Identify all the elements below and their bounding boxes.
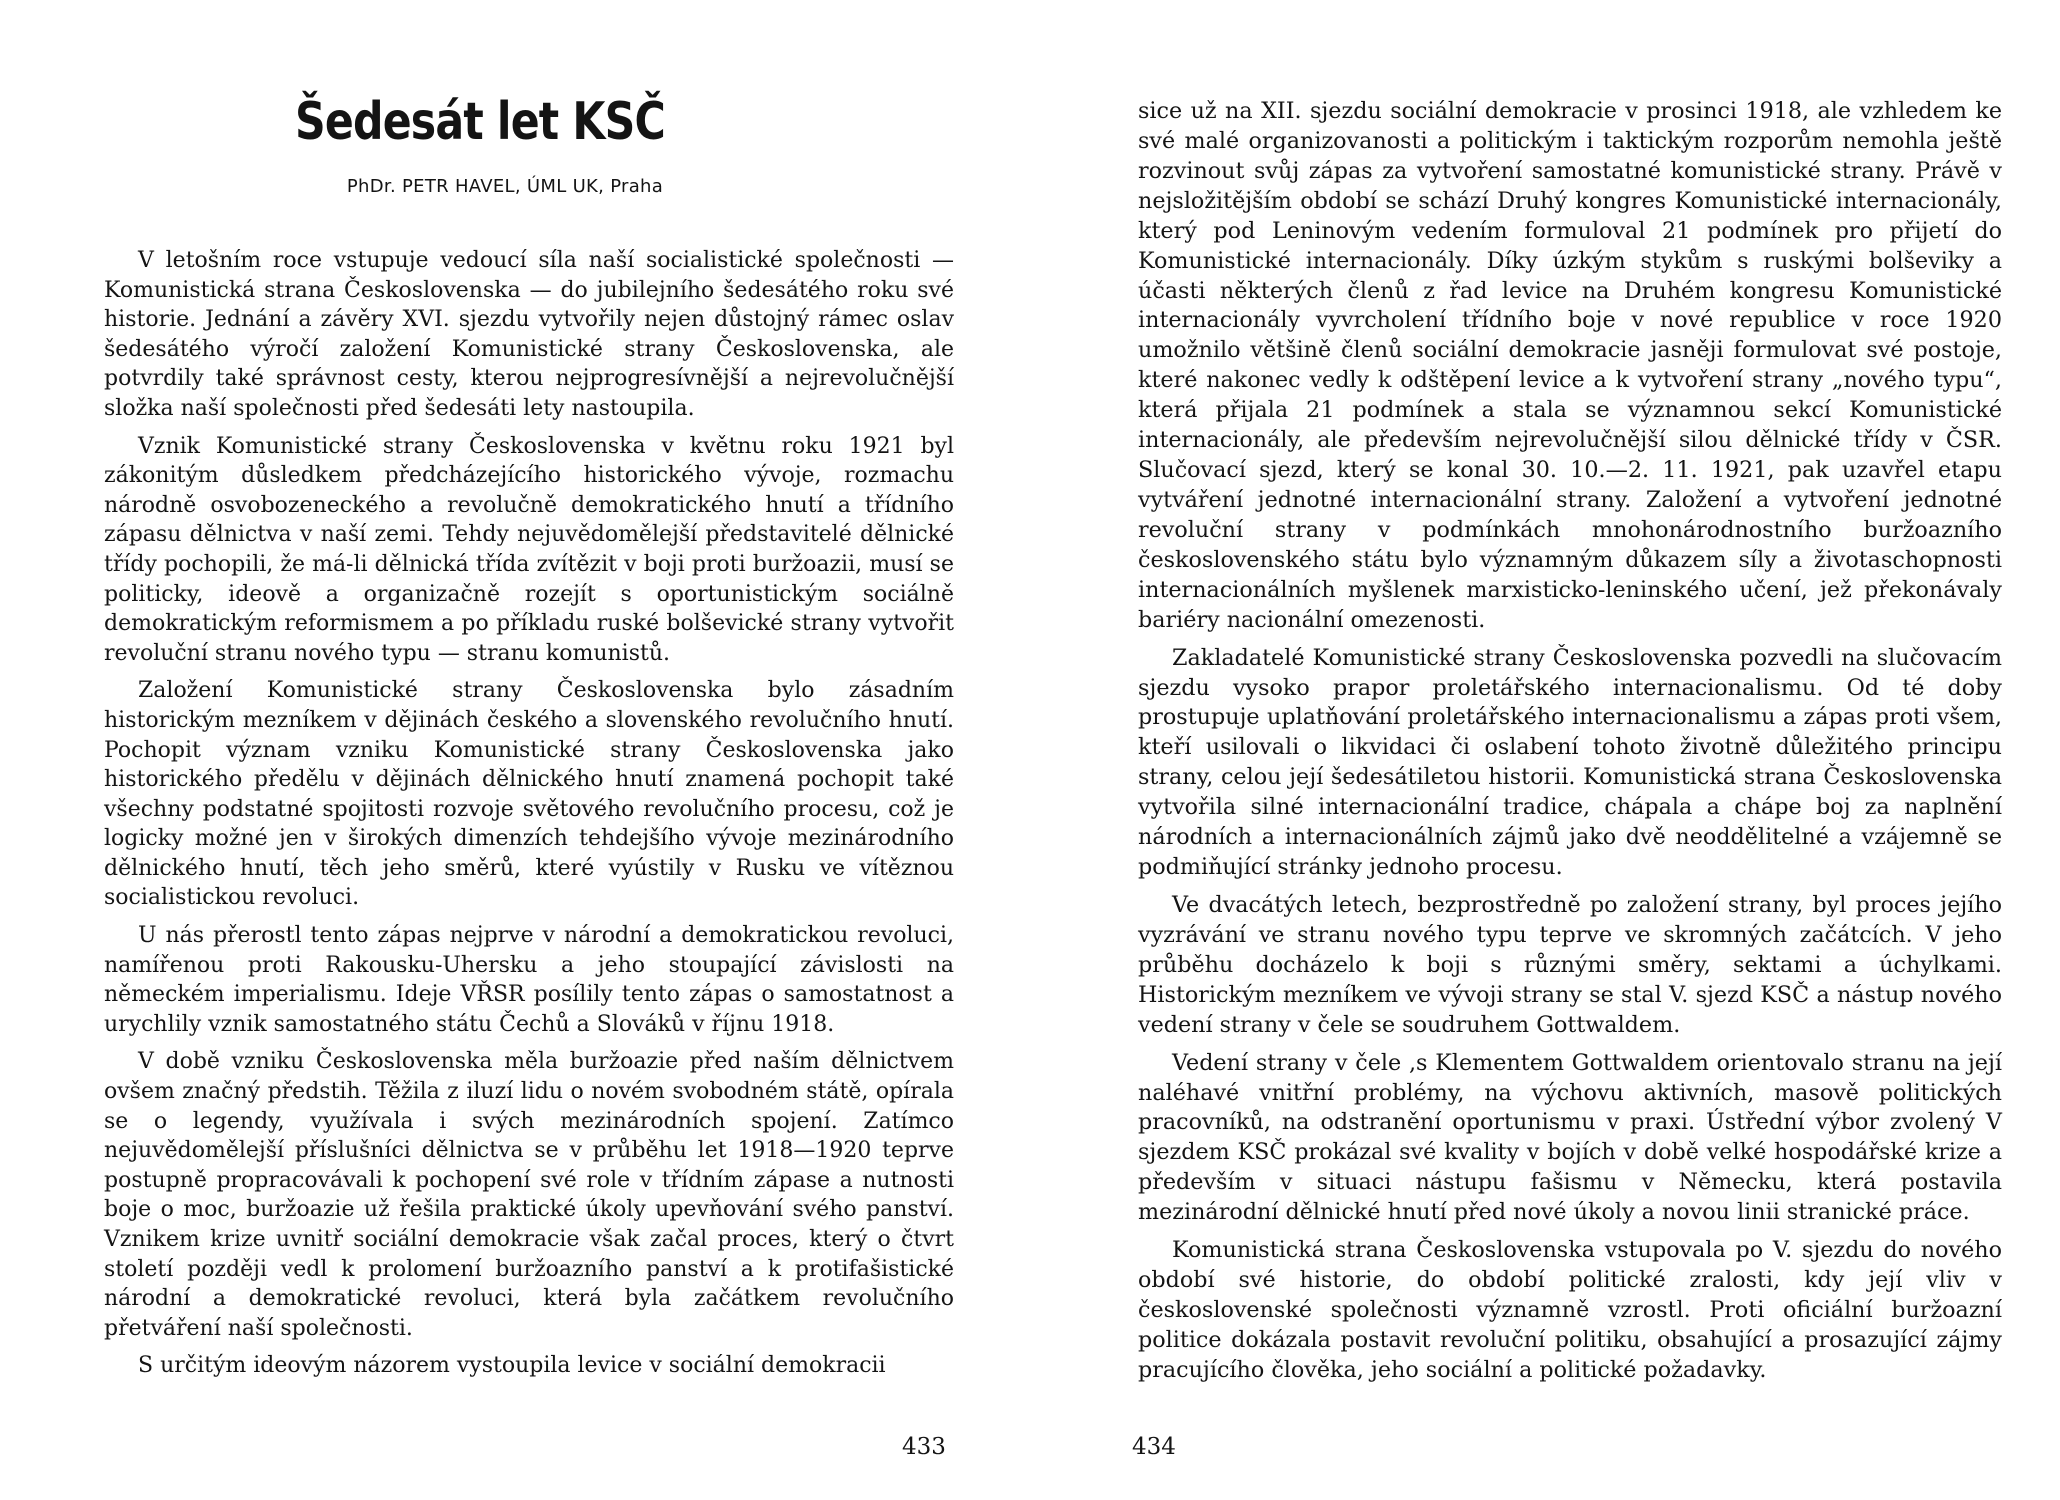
paragraph: Ve dvacátých letech, bezprostředně po založení strany, byl proces jejího vyzrávání ve stranu nového typu teprve ve skromných začátcích. V jeho průběhu docházelo k boji s různými směry, sektami a úchylkami. Historickým mezníkem ve vývoji strany se stal V. sjezd KSČ a nástup nového vedení strany v čele se soudruhem Gottwaldem. xyxy=(1138,891,2002,1038)
paragraph: Založení Komunistické strany Československa bylo zásadním historickým mezníkem v dějinách českého a slovenského revolučního hnutí. Pochopit význam vzniku Komunistické strany Československa jako historického předělu v dějinách dělnického hnutí znamená pochopit také všechny podstatné spojitosti rozvoje světového revolučního procesu, což je logicky možné jen v širokých dimenzích tehdejšího vývoje mezinárodního dělnického hnutí, těch jeho směrů, které vyústily v Rusku ve vítěznou socialistickou revoluci. xyxy=(104,678,954,911)
paragraph: V době vzniku Československa měla buržoazie před naším dělnictvem ovšem značný předstih. Těžila z iluzí lidu o novém svobodném státě, opírala se o legendy, využívala i svých mezinárodních spojení. Zatímco nejuvědomělejší příslušníci dělnictva se v průběhu let 1918—1920 teprve postupně propracovávali k pochopení své role v třídním zápase a nutnosti boje o moc, buržoazie už řešila praktické úkoly upevňování svého panství. Vznikem krize uvnitř sociální demokracie však začal proces, který o čtvrt století později vedl k prolomení buržoazního panství a k protifašistické národní a demokratické revoluci, která byla začátkem revolučního přetváření naší společnosti. xyxy=(104,1049,954,1341)
paragraph: Vedení strany v čele ,s Klementem Gottwaldem orientovalo stranu na její naléhavé vnitřní problémy, na výchovu aktivních, masově politických pracovníků, na odstranění oportunismu v praxi. Ústřední výbor zvolený V sjezdem KSČ prokázal své kvality v bojích v době velké hospodářské krize a především v situaci nástupu fašismu v Německu, která postavila mezinárodní dělnické hnutí před nové úkoly a novou linii stranické práce. xyxy=(1138,1049,2002,1226)
paragraph: sice už na XII. sjezdu sociální demokracie v prosinci 1918, ale vzhledem ke své malé organizovanosti a politickým i taktickým rozporům nemohla ještě rozvinout svůj zápas za vytvoření samostatné komunistické strany. Právě v nejsložitějším období se schází Druhý kongres Komunistické internacionály, který pod Leninovým vedením formuloval 21 podmínek pro přijetí do Komunistické internacionály. Díky úzkým stykům s ruskými bolševiky a účasti některých členů z řad levice na Druhém kongresu Komunistické internacionály vyvrcholení třídního boje v nové republice v roce 1920 umožnilo většině členů sociální demokracie jasněji formulovat své postoje, které nakonec vedly k odštěpení levice a k vytvoření strany „nového typu“, která přijala 21 podmínek a stala se významnou sekcí Komunistické internacionály, ale především nejrevolučnější silou dělnické třídy v ČSR. Slučovací sjezd, který se konal 30. 10.—2. 11. 1921, pak uzavřel etapu vytváření jednotné internacionální strany. Založení a vytvoření jednotné revoluční strany v podmínkách mnohonárodnostního buržoazního československého státu bylo významným důkazem síly a životaschopnosti internacionálních myšlenek marxisticko-leninského učení, jež překonávaly bariéry nacionální omezenosti. xyxy=(1138,98,2002,633)
paragraph: U nás přerostl tento zápas nejprve v národní a demokratickou revoluci, namířenou proti Rakousku-Uhersku a jeho stoupající závislosti na německém imperialismu. Ideje VŘSR posílily tento zápas o samostatnost a urychlily vznik samostatného státu Čechů a Slováků v říjnu 1918. xyxy=(104,923,954,1037)
paragraph: S určitým ideovým názorem vystoupila levice v sociální demokracii xyxy=(138,1353,886,1379)
author-byline: PhDr. PETR HAVEL, ÚML UK, Praha xyxy=(346,176,664,197)
left-page-text xyxy=(104,246,954,1389)
paragraph: Komunistická strana Československa vstupovala po V. sjezdu do nového období své historie, do období politické zralosti, kdy její vliv v československé společnosti významně vzrostl. Proti oficiální buržoazní politice dokázala postavit revoluční politiku, obsahující a prosazující zájmy pracujícího člověka, jeho sociální a politické požadavky. xyxy=(1138,1237,2002,1383)
paragraph: V letošním roce vstupuje vedoucí síla naší socialistické společnosti — Komunistická strana Československa — do jubilejního šedesátého roku své historie. Jednání a závěry XVI. sjezdu vytvořily nejen důstojný rámec oslav šedesátého výročí založení Komunistické strany Československa, ale potvrdily také správnost cesty, kterou nejprogresívnější a nejrevolučnější složka naší společnosti před šedesáti lety nastoupila. xyxy=(104,248,954,421)
page-number: 434 xyxy=(1132,1434,1176,1460)
right-page xyxy=(1030,0,2060,1500)
paragraph: Vznik Komunistické strany Československa v květnu roku 1921 byl zákonitým důsledkem předcházejícího historického vývoje, rozmachu národně osvobozeneckého a revolučně demokratického hnutí a třídního zápasu dělnictva v naší zemi. Tehdy nejuvědomělejší představitelé dělnické třídy pochopili, že má-li dělnická třída zvítězit v boji proti buržoazii, musí se politicky, ideově a organizačně rozejít s oportunistickým sociálně demokratickým reformismem a po příkladu ruské bolševické strany vytvořit revoluční stranu nového typu — stranu komunistů. xyxy=(104,433,954,666)
paragraph: Zakladatelé Komunistické strany Československa pozvedli na slučovacím sjezdu vysoko prapor proletářského internacionalismu. Od té doby prostupuje uplatňování proletářského internacionalismu a zápas proti všem, kteří usilovali o likvidaci či oslabení tohoto životně důležitého principu strany, celou její šedesátiletou historii. Komunistická strana Československa vytvořila silné internacionální tradice, chápala a chápe boj za naplnění národních a internacionálních zájmů jako dvě neoddělitelné a vzájemně se podmiňující stránky jednoho procesu. xyxy=(1138,644,2002,881)
page-number: 433 xyxy=(902,1434,946,1460)
right-page-text xyxy=(1138,97,2002,1394)
article-title: Šedesát let KSČ xyxy=(295,92,665,152)
